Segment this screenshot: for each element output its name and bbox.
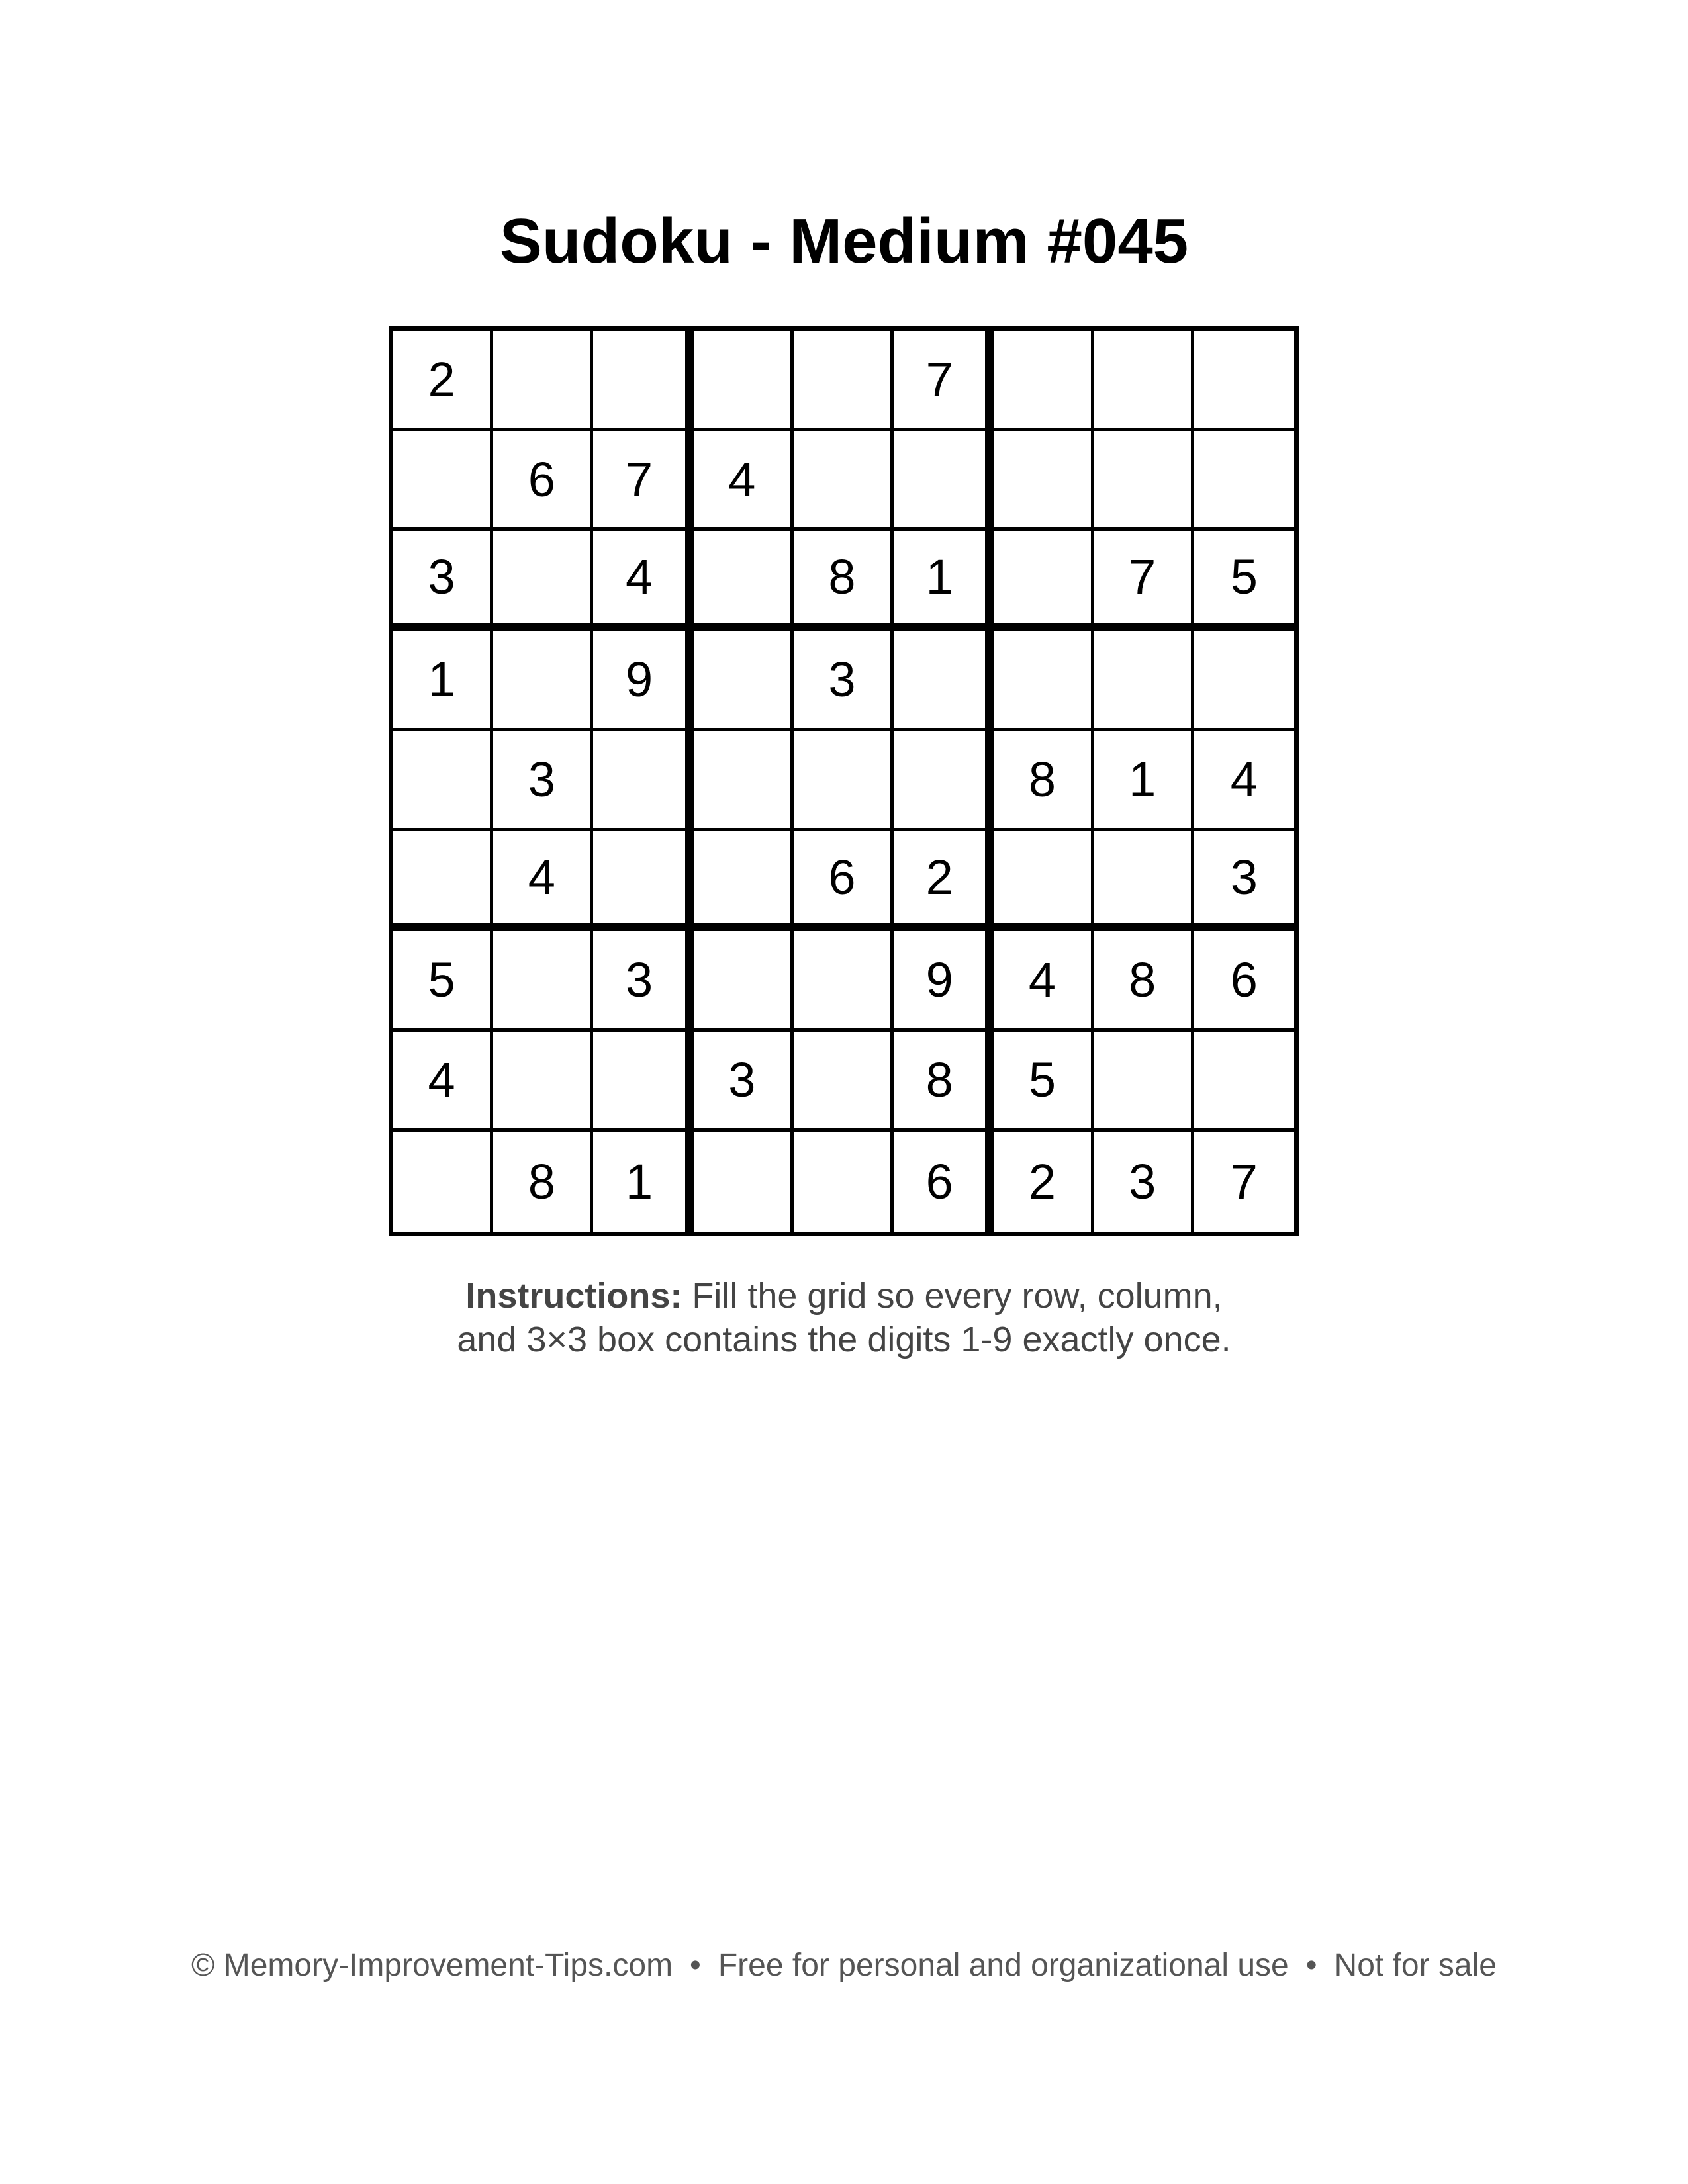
grid-cell-r6-c3[interactable]: [593, 831, 693, 931]
grid-cell-r9-c8: 3: [1094, 1132, 1194, 1232]
grid-cell-r3-c9: 5: [1194, 531, 1294, 631]
grid-cell-r4-c6[interactable]: [894, 631, 994, 731]
grid-cell-r5-c7: 8: [994, 731, 1094, 831]
grid-cell-r6-c2: 4: [493, 831, 593, 931]
grid-cell-r1-c6: 7: [894, 331, 994, 431]
grid-cell-r8-c6: 8: [894, 1032, 994, 1132]
grid-cell-r4-c7[interactable]: [994, 631, 1094, 731]
grid-cell-r2-c7[interactable]: [994, 431, 1094, 531]
grid-cell-r2-c8[interactable]: [1094, 431, 1194, 531]
page-title: Sudoku - Medium #045: [499, 206, 1189, 277]
grid-cell-r5-c5[interactable]: [794, 731, 894, 831]
grid-cell-r7-c1: 5: [393, 931, 493, 1031]
grid-cell-r1-c5[interactable]: [794, 331, 894, 431]
grid-cell-r3-c5: 8: [794, 531, 894, 631]
grid-cell-r2-c5[interactable]: [794, 431, 894, 531]
grid-cell-r6-c8[interactable]: [1094, 831, 1194, 931]
grid-cell-r7-c3: 3: [593, 931, 693, 1031]
grid-cell-r3-c2[interactable]: [493, 531, 593, 631]
grid-cell-r5-c9: 4: [1194, 731, 1294, 831]
grid-cell-r6-c5: 6: [794, 831, 894, 931]
grid-cell-r7-c4[interactable]: [694, 931, 794, 1031]
footer-separator: •: [1305, 1948, 1317, 1983]
grid-cell-r3-c3: 4: [593, 531, 693, 631]
grid-cell-r9-c2: 8: [493, 1132, 593, 1232]
grid-cell-r1-c9[interactable]: [1194, 331, 1294, 431]
grid-cell-r1-c3[interactable]: [593, 331, 693, 431]
grid-cell-r3-c6: 1: [894, 531, 994, 631]
grid-cell-r2-c1[interactable]: [393, 431, 493, 531]
footer-usage: Free for personal and organizational use: [718, 1948, 1289, 1983]
grid-cell-r7-c6: 9: [894, 931, 994, 1031]
grid-cell-r8-c4: 3: [694, 1032, 794, 1132]
grid-cell-r8-c7: 5: [994, 1032, 1094, 1132]
footer-separator: •: [690, 1948, 701, 1983]
grid-cell-r5-c6[interactable]: [894, 731, 994, 831]
grid-cell-r7-c7: 4: [994, 931, 1094, 1031]
grid-cell-r1-c2[interactable]: [493, 331, 593, 431]
grid-cell-r4-c3: 9: [593, 631, 693, 731]
grid-cell-r5-c1[interactable]: [393, 731, 493, 831]
grid-cell-r6-c6: 2: [894, 831, 994, 931]
grid-cell-r3-c1: 3: [393, 531, 493, 631]
grid-cell-r2-c2: 6: [493, 431, 593, 531]
sudoku-grid: [389, 326, 1299, 1236]
grid-cell-r4-c2[interactable]: [493, 631, 593, 731]
grid-cell-r8-c1: 4: [393, 1032, 493, 1132]
grid-cell-r6-c4[interactable]: [694, 831, 794, 931]
grid-cell-r4-c1: 1: [393, 631, 493, 731]
grid-cell-r9-c9: 7: [1230, 1154, 1258, 1209]
grid-cell-r6-c7[interactable]: [994, 831, 1094, 931]
grid-cell-r1-c8[interactable]: [1094, 331, 1194, 431]
grid-cell-r5-c2: 3: [493, 731, 593, 831]
instructions-text-1: Fill the grid so every row, column,: [692, 1276, 1223, 1316]
grid-cell-r8-c9[interactable]: [1194, 1032, 1294, 1132]
grid-cell-r8-c8[interactable]: [1094, 1032, 1194, 1132]
grid-cell-r6-c9: 3: [1194, 831, 1294, 931]
grid-cell-r5-c4[interactable]: [694, 731, 794, 831]
grid-cell-r7-c2[interactable]: [493, 931, 593, 1031]
grid-cell-r4-c9[interactable]: [1194, 631, 1294, 731]
grid-cell-r2-c4: 4: [694, 431, 794, 531]
instructions-lead: Instructions:: [465, 1276, 682, 1316]
instructions-line-1: [0, 1274, 1688, 1318]
grid-cell-r5-c8: 1: [1094, 731, 1194, 831]
grid-cell-r3-c8: 7: [1094, 531, 1194, 631]
grid-cell-r6-c1[interactable]: [393, 831, 493, 931]
grid-cell-r5-c3[interactable]: [593, 731, 693, 831]
grid-cell-r9-c3: 1: [593, 1132, 693, 1232]
grid-cell-r8-c2[interactable]: [493, 1032, 593, 1132]
grid-cell-r8-c3[interactable]: [593, 1032, 693, 1132]
grid-cell-r9-c5[interactable]: [794, 1132, 894, 1232]
grid-cell-r9-c1[interactable]: [393, 1132, 493, 1232]
grid-cell-r1-c1: 2: [393, 331, 493, 431]
grid-cell-r1-c7[interactable]: [994, 331, 1094, 431]
instructions: [0, 1274, 1688, 1361]
grid-cell-r3-c7[interactable]: [994, 531, 1094, 631]
grid-cell-r7-c8: 8: [1094, 931, 1194, 1031]
footer: [0, 1946, 1688, 1985]
grid-cell-r1-c4[interactable]: [694, 331, 794, 431]
grid-cell-r4-c8[interactable]: [1094, 631, 1194, 731]
grid-cell-r9-c6: 6: [894, 1132, 994, 1232]
grid-cell-r7-c9: 6: [1194, 931, 1294, 1031]
grid-cell-r7-c5[interactable]: [794, 931, 894, 1031]
footer-copyright: © Memory-Improvement-Tips.com: [191, 1948, 673, 1983]
grid-cell-r2-c6[interactable]: [894, 431, 994, 531]
grid-cell-r3-c4[interactable]: [694, 531, 794, 631]
grid-cell-r4-c4[interactable]: [694, 631, 794, 731]
instructions-text-2: and 3×3 box contains the digits 1-9 exactly once.: [457, 1320, 1231, 1359]
grid-cell-r2-c9[interactable]: [1194, 431, 1294, 531]
grid-cell-r4-c5: 3: [794, 631, 894, 731]
grid-cell-r8-c5[interactable]: [794, 1032, 894, 1132]
grid-cell-r2-c3: 7: [593, 431, 693, 531]
footer-sale: Not for sale: [1334, 1948, 1497, 1983]
grid-cell-r9-c4[interactable]: [694, 1132, 794, 1232]
grid-cell-r9-c7: 2: [994, 1132, 1094, 1232]
